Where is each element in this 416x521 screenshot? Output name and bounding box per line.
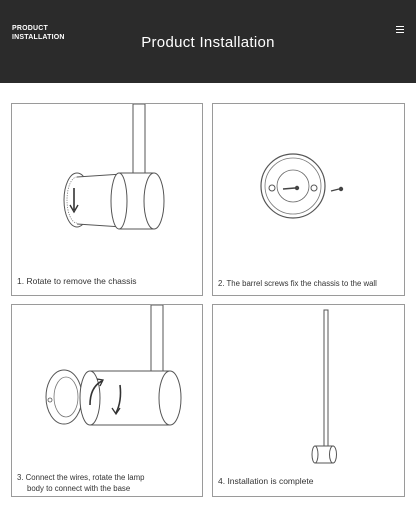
wall-mount-screws-illustration bbox=[213, 104, 405, 274]
installed-lamp-illustration bbox=[213, 305, 405, 470]
step-1-caption: 1. Rotate to remove the chassis bbox=[17, 276, 137, 286]
step-3-caption-line-2: body to connect with the base bbox=[27, 484, 131, 493]
step-panel-1 bbox=[11, 103, 203, 296]
hamburger-menu-icon[interactable] bbox=[396, 26, 404, 33]
brand-line-1: PRODUCT bbox=[12, 25, 49, 32]
step-4-caption: 4. Installation is complete bbox=[218, 476, 314, 486]
header-bar bbox=[0, 0, 416, 83]
step-3-caption bbox=[17, 472, 144, 494]
step-panel-3 bbox=[11, 304, 203, 497]
step-2-caption: 2. The barrel screws fix the chassis to the wall bbox=[218, 279, 377, 288]
step-panel-4 bbox=[212, 304, 405, 497]
step-panel-2 bbox=[212, 103, 405, 296]
brand-line-2: INSTALLATION bbox=[12, 34, 65, 41]
connect-wires-illustration bbox=[12, 305, 203, 470]
chassis-rotate-illustration bbox=[12, 104, 203, 274]
page-title: Product Installation bbox=[141, 34, 275, 51]
step-3-caption-line-1: 3. Connect the wires, rotate the lamp bbox=[17, 473, 145, 482]
